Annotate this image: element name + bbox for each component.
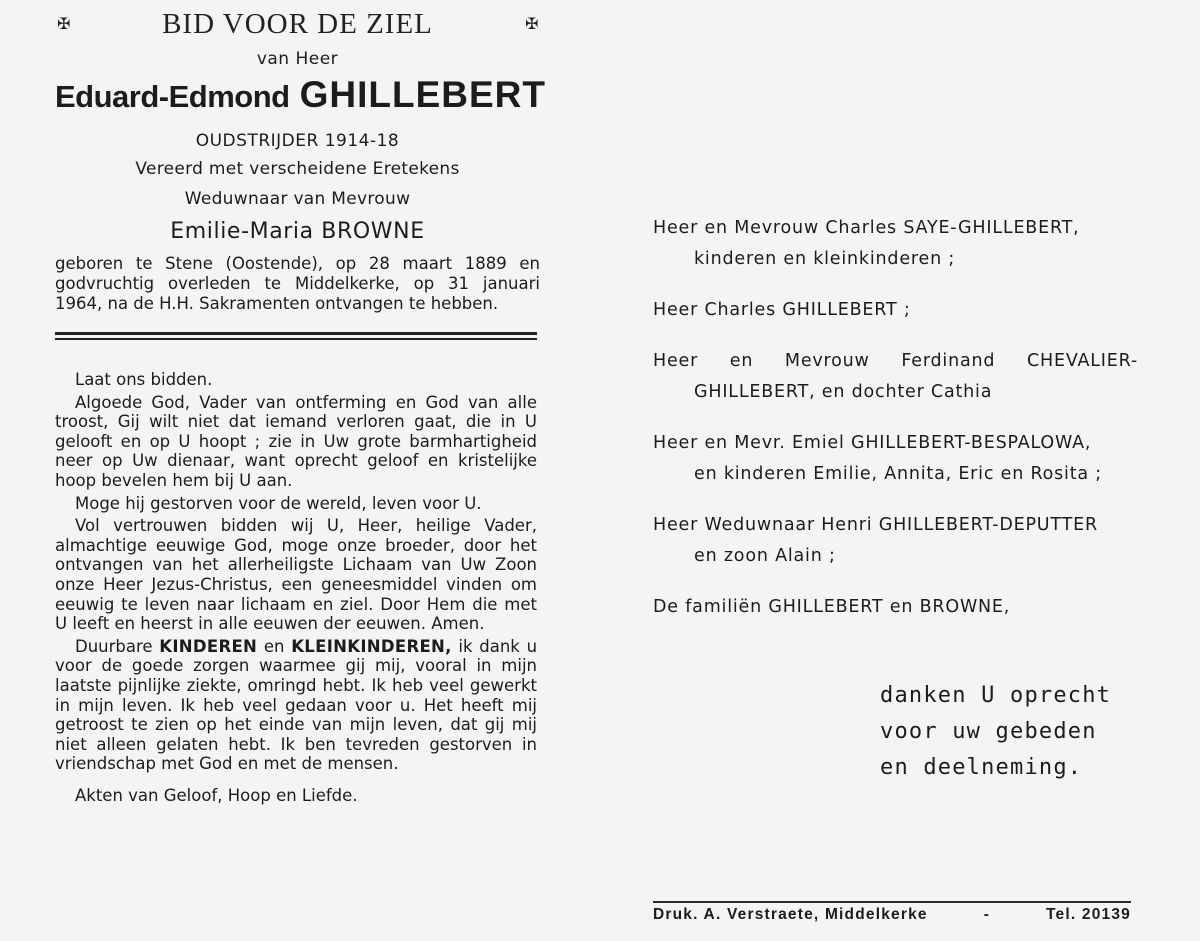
prayer-intro: Laat ons bidden. — [75, 370, 213, 389]
family-entry: Heer en Mevrouw Ferdinand CHEVALIER- GHILLEBERT, en dochter Cathia — [653, 351, 1138, 402]
deceased-name — [55, 73, 546, 125]
deceased-surname: GHILLEBERT — [299, 74, 546, 115]
card-heading: BID VOOR DE ZIEL — [162, 8, 433, 40]
printer-phone: Tel. 20139 — [1046, 906, 1131, 923]
honours-line: Vereerd met verscheidene Eretekens — [135, 159, 460, 179]
prayer-paragraph: Moge hij gestorven voor de wereld, leven voor U. — [75, 493, 482, 513]
keyword-grandchildren: KLEINKINDEREN, — [291, 636, 452, 656]
printer-name: Druk. A. Verstraete, Middelkerke — [653, 906, 928, 923]
footer-separator: - — [983, 906, 991, 923]
prayer-text — [55, 370, 537, 805]
widower-line: Weduwnaar van Mevrouw — [184, 189, 411, 209]
family-panel — [653, 213, 1138, 643]
deceased-first-name: Eduard-Edmond — [55, 79, 290, 114]
footer-divider — [653, 901, 1131, 903]
spouse-name: Emilie-Maria BROWNE — [170, 219, 425, 244]
honorific: van Heer — [256, 49, 339, 69]
prayer-paragraph: Vol vertrouwen bidden wij U, Heer, heilige Vader, almachtige eeuwige God, moge onze broeder, door het ontvangen van het allerheiligste Lichaam van Uw Zoon onze Heer Jezus-Christus, een geneesmiddel vinden om eeuwig te leven naar lichaam en ziel. Door Hem die met U leeft en heerst in alle eeuwen der eeuwen. Amen. — [55, 516, 537, 634]
keyword-children: KINDEREN — [159, 636, 258, 656]
family-entry: Heer Weduwnaar Henri GHILLEBERT-DEPUTTER en zoon Alain ; — [653, 515, 1098, 566]
prayer-panel — [55, 0, 546, 805]
family-entry: Heer en Mevr. Emiel GHILLEBERT-BESPALOWA, en kinderen Emilie, Annita, Eric en Rosita ; — [653, 433, 1102, 484]
double-divider — [55, 332, 537, 340]
cross-icon: ✠ — [525, 14, 539, 33]
cross-icon: ✠ — [57, 14, 71, 33]
children-address: Duurbare KINDEREN en KLEINKINDEREN, ik dank u voor de goede zorgen waarmee gij mij, vooral in mijn laatste pijnlijke ziekte, omringd hebt. Ik heb veel gewerkt in mijn leven. Ik heb veel gedaan voor u. Het heeft mij getroost te zien op het einde van mijn leven, dat gij mij niet alleen gelaten hebt. Ik ben tevreden gestorven in vriendschap met God en met de mensen. — [55, 636, 538, 774]
family-entry: Heer en Mevrouw Charles SAYE-GHILLEBERT, kinderen en kleinkinderen ; — [653, 218, 1080, 269]
prayer-closing: Akten van Geloof, Hoop en Liefde. — [75, 785, 358, 805]
thanks-message: danken U oprecht voor uw gebeden en deelneming. — [880, 683, 1112, 780]
family-entry: Heer Charles GHILLEBERT ; — [653, 300, 911, 320]
biography: geboren te Stene (Oostende), op 28 maart 1889 en godvruchtig overleden te Middelkerke, op 31 januari 1964, na de H.H. Sakramenten ontvangen te hebben. — [55, 254, 540, 313]
printer-footer — [653, 906, 1131, 924]
veteran-title: OUDSTRIJDER 1914-18 — [195, 131, 400, 151]
family-entry: De familiën GHILLEBERT en BROWNE, — [653, 597, 1011, 617]
prayer-paragraph: Algoede God, Vader van ontferming en God van alle troost, Gij wilt niet dat iemand verloren gaat, die in U gelooft en op U hoopt ; zie in Uw grote barmhartigheid neer op Uw dienaar, want oprecht geloof en kristelijke hoop bevelen hem bij U aan. — [55, 392, 537, 490]
